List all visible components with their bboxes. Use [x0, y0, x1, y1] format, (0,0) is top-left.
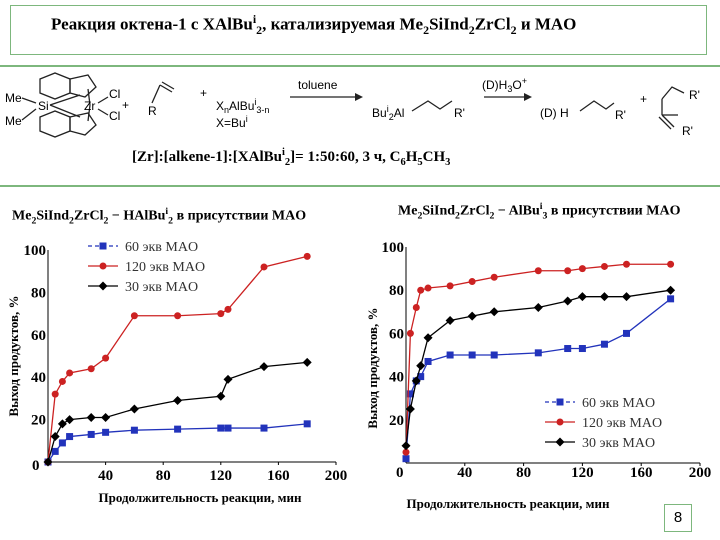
legend	[545, 396, 662, 451]
data-point	[261, 425, 268, 432]
legend-marker	[557, 419, 564, 426]
product-3-r2: R'	[682, 124, 693, 138]
y-tick-label: 60	[389, 326, 404, 343]
solvent-label: toluene	[298, 78, 338, 92]
x-tick-label: 120	[571, 465, 594, 481]
data-point	[535, 267, 542, 274]
y-axis-label: Выход продуктов, %	[365, 307, 380, 429]
x-tick-label: 40	[457, 465, 473, 481]
data-point	[425, 358, 432, 365]
data-point	[65, 415, 74, 424]
reagent-line-2: $X=Bu^i$	[216, 114, 248, 130]
data-point	[174, 312, 181, 319]
y-tick-label: 80	[389, 283, 404, 300]
data-point	[102, 355, 109, 362]
slide-title: Реакция октена-1 с XAlBu$^i_2$, катализируемая $Me_2SiInd_2ZrCl_2$ и MAO	[51, 12, 577, 38]
data-point	[88, 431, 95, 438]
data-point	[88, 365, 95, 372]
data-point	[225, 425, 232, 432]
data-point	[130, 405, 139, 414]
y-tick-label: 40	[389, 369, 404, 386]
legend-marker	[99, 282, 108, 291]
legend-label: 60 экв MAO	[125, 240, 199, 255]
reagent-line-1: $X_nAlBu^i_{3-n}$	[216, 97, 270, 115]
data-point	[87, 413, 96, 422]
catalyst-si: Si	[38, 99, 49, 113]
data-point	[216, 392, 225, 401]
data-point	[261, 263, 268, 270]
quench-label: $(D)H_3O^+$	[482, 76, 527, 94]
data-point	[469, 352, 476, 359]
data-point	[417, 287, 424, 294]
data-point	[623, 261, 630, 268]
x-tick-label: 120	[209, 468, 233, 484]
data-point	[51, 432, 60, 441]
data-point	[52, 391, 59, 398]
chart-left	[6, 240, 347, 505]
data-point	[224, 375, 233, 384]
data-point	[600, 292, 609, 301]
data-point	[403, 455, 410, 462]
legend-label: 60 экв MAO	[582, 396, 656, 411]
alkene-r: R	[148, 104, 157, 118]
x-tick-label: 160	[629, 465, 653, 481]
data-point	[468, 312, 477, 321]
data-point	[622, 292, 631, 301]
chart-right	[365, 240, 711, 511]
data-point	[407, 330, 414, 337]
data-point	[402, 441, 411, 450]
data-point	[217, 310, 224, 317]
data-point	[303, 358, 312, 367]
data-point	[59, 378, 66, 385]
data-point	[667, 295, 674, 302]
y-tick-label: 100	[23, 243, 46, 259]
x-axis-label: Продолжительность реакции, мин	[406, 496, 610, 511]
plus-sign-1: +	[122, 98, 130, 112]
catalyst-cl-top: Cl	[109, 87, 121, 101]
data-point	[425, 285, 432, 292]
page-number: 8	[664, 504, 692, 532]
data-point	[304, 420, 311, 427]
x-tick-label: 200	[324, 468, 348, 484]
x-tick-label: 80	[516, 465, 532, 481]
data-point	[101, 413, 110, 422]
data-point	[102, 429, 109, 436]
data-point	[563, 297, 572, 306]
data-point	[173, 396, 182, 405]
y-tick-label: 20	[31, 412, 46, 429]
legend-marker	[100, 263, 107, 270]
product-1-label: $Bu^i_2Al$	[372, 104, 405, 122]
y-tick-label: 80	[31, 285, 46, 302]
data-point	[491, 274, 498, 281]
catalyst-cl-bottom: Cl	[109, 109, 121, 123]
data-point	[131, 427, 138, 434]
data-point	[217, 425, 224, 432]
data-point	[666, 286, 675, 295]
origin-tick-label: 0	[396, 465, 404, 481]
data-point	[491, 352, 498, 359]
legend-label: 30 экв MAO	[582, 436, 656, 451]
left-chart-title: $Me_2SiInd_2ZrCl_2$ − HAlBu$^i_2$ в присутствии MAO	[12, 206, 307, 227]
product-2-label: (D) H	[540, 106, 569, 120]
legend-label: 120 экв MAO	[582, 416, 663, 431]
plus-sign-2: +	[200, 86, 208, 100]
data-point	[260, 362, 269, 371]
legend-label: 120 экв MAO	[125, 260, 206, 275]
x-tick-label: 200	[688, 465, 712, 481]
data-point	[447, 282, 454, 289]
data-point	[564, 345, 571, 352]
data-point	[469, 278, 476, 285]
data-point	[623, 330, 630, 337]
origin-tick-label: 0	[32, 458, 40, 474]
legend-marker	[556, 438, 565, 447]
y-axis-label: Выход продуктов, %	[6, 295, 21, 417]
data-point	[225, 306, 232, 313]
series-line	[48, 362, 307, 462]
data-point	[58, 419, 67, 428]
right-chart-title: $Me_2SiInd_2ZrCl_2$ − AlBu$^i_3$ в присутствии MAO	[398, 201, 681, 222]
data-point	[535, 349, 542, 356]
data-point	[564, 267, 571, 274]
y-tick-label: 60	[31, 327, 46, 344]
series-line	[406, 299, 671, 459]
data-point	[601, 263, 608, 270]
data-point	[578, 292, 587, 301]
data-point	[667, 261, 674, 268]
x-tick-label: 160	[267, 468, 290, 484]
data-point	[579, 345, 586, 352]
data-point	[601, 341, 608, 348]
series-2	[44, 358, 312, 467]
data-point	[490, 307, 499, 316]
plus-sign-3: +	[640, 92, 648, 106]
product-2-r: R'	[615, 108, 626, 122]
product-1-r: R'	[454, 106, 465, 120]
product-3-r1: R'	[689, 88, 700, 102]
x-tick-label: 40	[98, 468, 114, 484]
catalyst-me-bottom: Me	[5, 114, 22, 128]
catalyst-zr: Zr	[84, 99, 96, 113]
data-point	[131, 312, 138, 319]
data-point	[66, 369, 73, 376]
data-point	[52, 448, 59, 455]
legend-marker	[100, 243, 107, 250]
legend-label: 30 экв MAO	[125, 280, 199, 295]
data-point	[66, 433, 73, 440]
x-tick-label: 80	[155, 468, 171, 484]
data-point	[304, 253, 311, 260]
data-point	[579, 265, 586, 272]
reaction-conditions: [Zr]:[alkene-1]:[XAlBu$^i_2$]= 1:50:60, 3 ч, $C_6H_5CH_3$	[132, 147, 451, 168]
catalyst-me-top: Me	[5, 91, 22, 105]
data-point	[413, 304, 420, 311]
legend	[88, 240, 205, 295]
y-tick-label: 20	[389, 412, 404, 429]
data-point	[534, 303, 543, 312]
legend-marker	[557, 399, 564, 406]
y-tick-label: 100	[381, 240, 404, 256]
data-point	[59, 439, 66, 446]
data-point	[447, 352, 454, 359]
x-axis-label: Продолжительность реакции, мин	[98, 490, 302, 505]
series-0	[45, 420, 311, 465]
y-tick-label: 40	[31, 370, 46, 387]
data-point	[174, 426, 181, 433]
